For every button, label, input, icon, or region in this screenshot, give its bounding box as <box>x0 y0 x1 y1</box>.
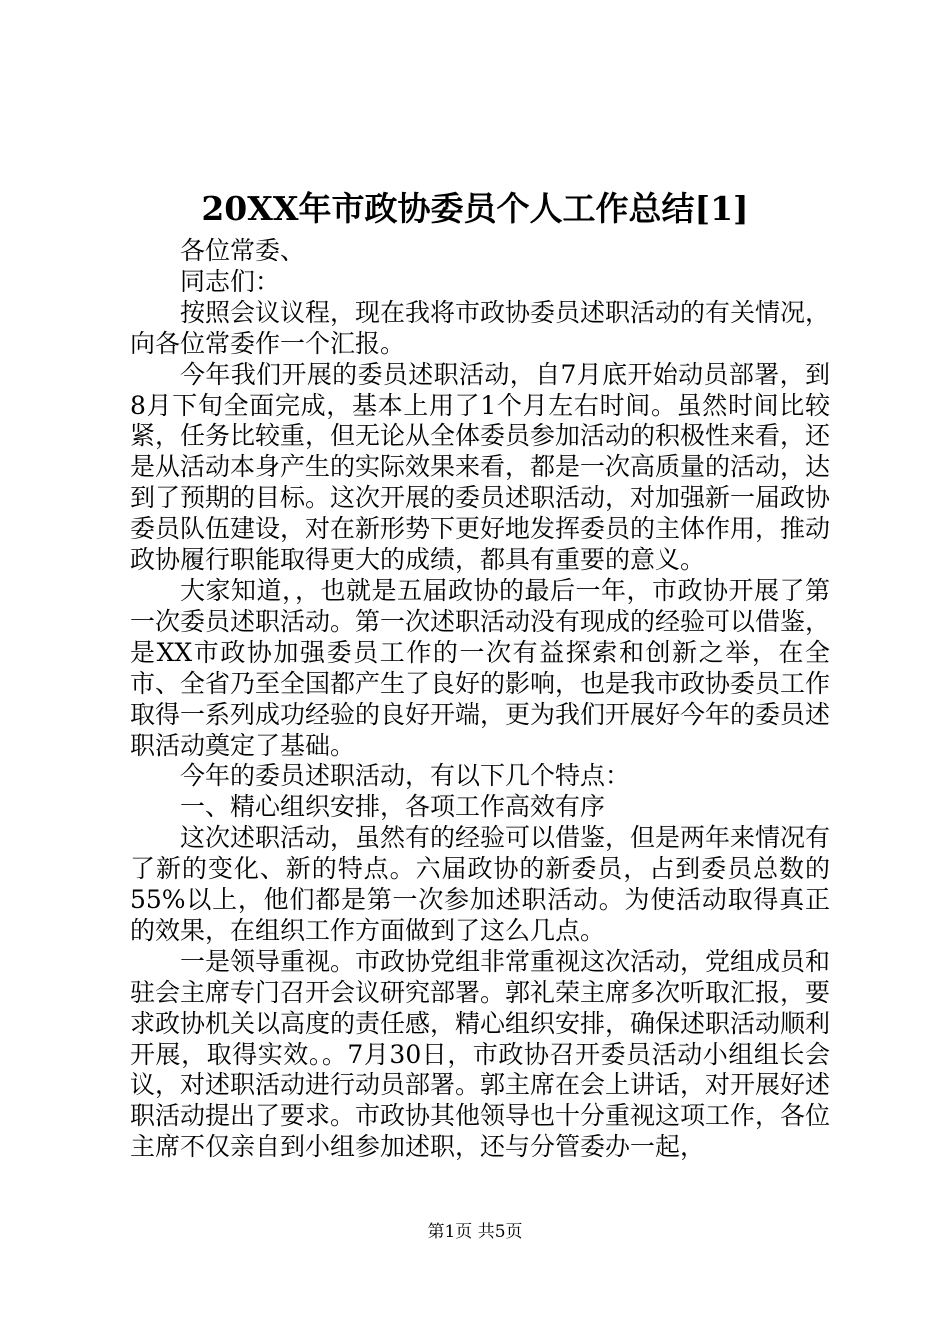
document-title: 20XX年市政协委员个人工作总结[1] <box>201 189 749 228</box>
page-footer: 第1页 共5页 <box>427 1222 523 1242</box>
body-paragraph: 这次述职活动，虽然有的经验可以借鉴，但是两年来情况有了新的变化、新的特点。六届政协的新委员，占到委员总数的55%以上，他们都是第一次参加述职活动。为使活动取得真正的效果，在组织工作方面做到了这么几点。 <box>130 823 831 945</box>
document-body <box>130 236 830 1163</box>
body-paragraph: 今年我们开展的委员述职活动，自7月底开始动员部署，到8月下旬全面完成，基本上用了1个月左右时间。虽然时间比较紧，任务比较重，但无论从全体委员参加活动的积极性来看，还是从活动本身产生的实际效果来看，都是一次高质量的活动，达到了预期的目标。这次开展的委员述职活动，对加强新一届政协委员队伍建设，对在新形势下更好地发挥委员的主体作用，推动政协履行职能取得更大的成绩，都具有重要的意义。 <box>130 359 831 575</box>
salutation-line: 同志们： <box>180 266 281 296</box>
body-paragraph: 今年的委员述职活动，有以下几个特点： <box>180 761 631 791</box>
section-heading: 一、精心组织安排，各项工作高效有序 <box>180 792 606 822</box>
body-paragraph: 大家知道，，也就是五届政协的最后一年，市政协开展了第一次委员述职活动。第一次述职活动没有现成的经验可以借鉴，是XX市政协加强委员工作的一次有益探索和创新之举，在全市、全省乃至全国都产生了良好的影响，也是我市政协委员工作取得一系列成功经验的良好开端，更为我们开展好今年的委员述职活动奠定了基础。 <box>130 575 831 760</box>
body-paragraph: 一是领导重视。市政协党组非常重视这次活动，党组成员和驻会主席专门召开会议研究部署。郭礼荣主席多次听取汇报，要求政协机关以高度的责任感，精心组织安排，确保述职活动顺利开展，取得实效。。7月30日，市政协召开委员活动小组组长会议，对述职活动进行动员部署。郭主席在会上讲话，对开展好述职活动提出了要求。市政协其他领导也十分重视这项工作，各位主席不仅亲自到小组参加述职，还与分管委办一起， <box>130 946 831 1162</box>
salutation-line: 各位常委、 <box>180 236 306 265</box>
body-paragraph: 按照会议议程，现在我将市政协委员述职活动的有关情况，向各位常委作一个汇报。 <box>130 297 831 358</box>
